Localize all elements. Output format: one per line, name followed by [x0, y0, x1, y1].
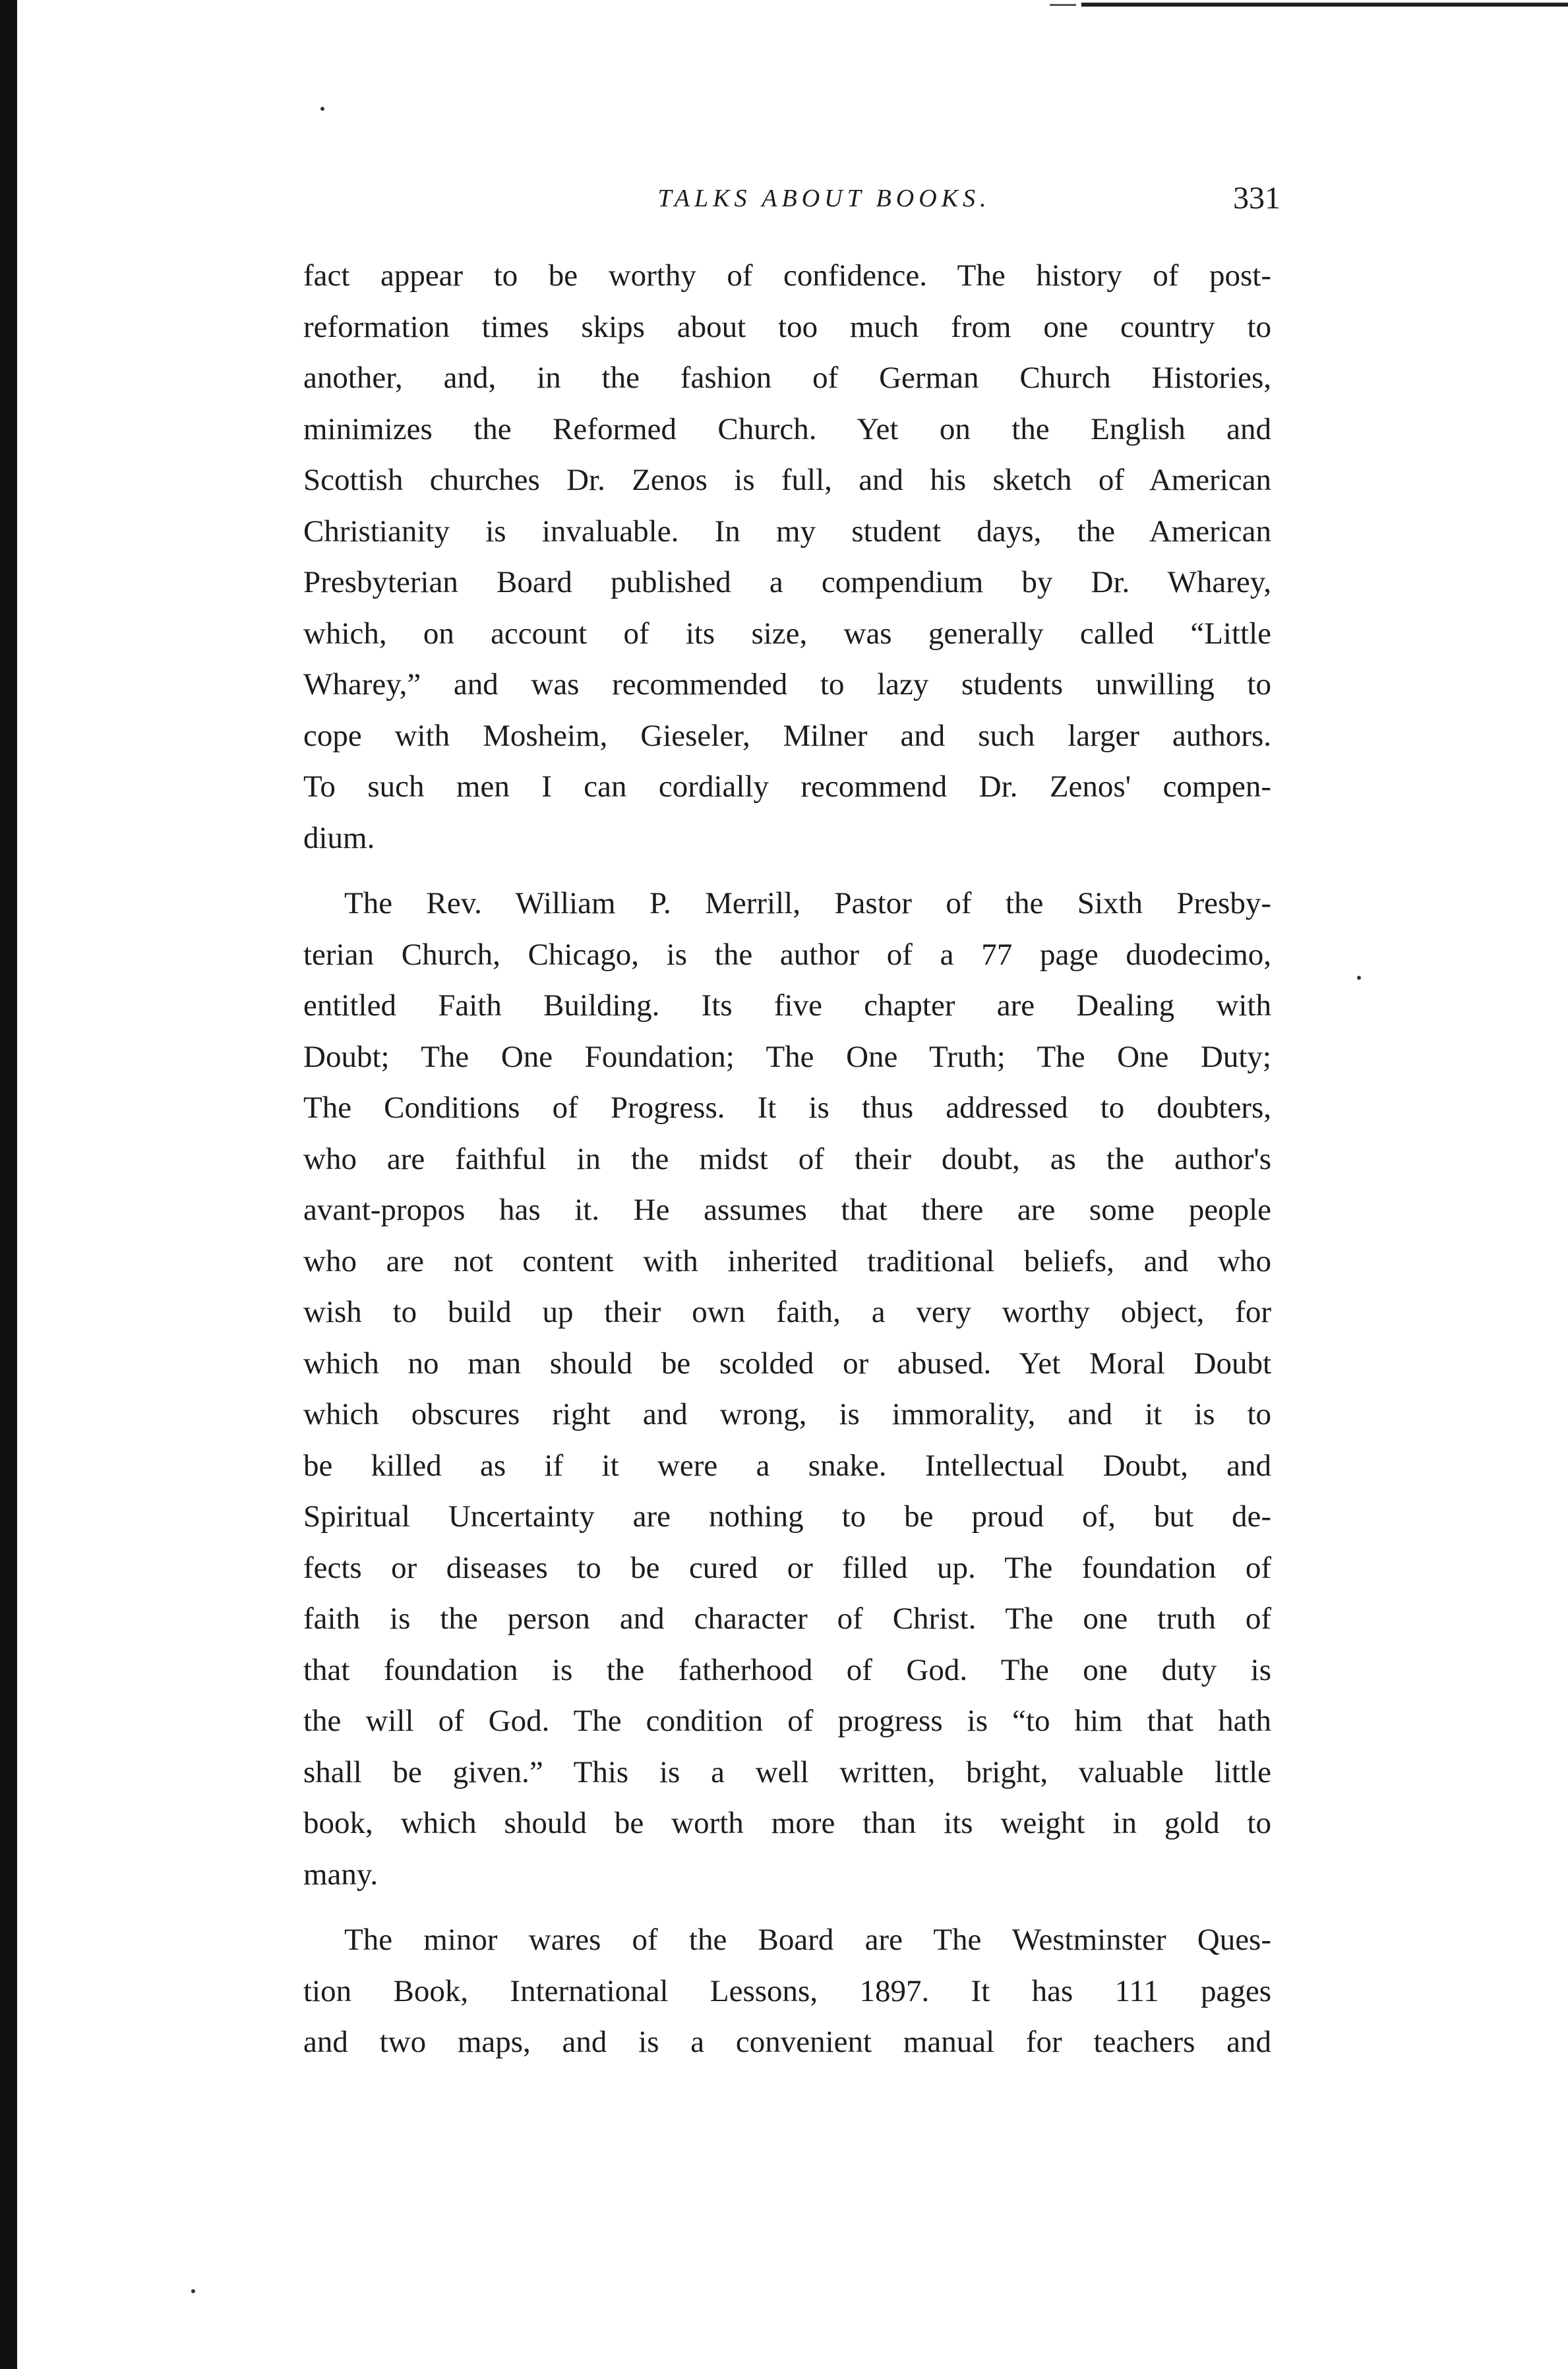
- text-line: shall be given.” This is a well written, bright, valuable little: [303, 1754, 1271, 1789]
- text-line: Wharey,” and was recommended to lazy students unwilling to: [303, 667, 1271, 702]
- text-line: fects or diseases to be cured or filled up. The foundation of: [303, 1550, 1271, 1585]
- text-line: fact appear to be worthy of confidence. The history of post-: [303, 258, 1271, 293]
- page-edge-shadow: [0, 0, 17, 2369]
- text-line: that foundation is the fatherhood of God. The one duty is: [303, 1652, 1271, 1687]
- text-line: Christianity is invaluable. In my student days, the American: [303, 514, 1271, 549]
- text-line: avant-propos has it. He assumes that there are some people: [303, 1193, 1271, 1227]
- text-line: be killed as if it were a snake. Intellectual Doubt, and: [303, 1448, 1271, 1483]
- text-line: tion Book, International Lessons, 1897. It has 111 pages: [303, 1973, 1271, 2008]
- text-line: To such men I can cordially recommend Dr. Zenos' compen-: [303, 769, 1271, 804]
- text-line: dium.: [303, 820, 375, 855]
- text-line: terian Church, Chicago, is the author of a 77 page duodecimo,: [303, 937, 1271, 972]
- running-head: [0, 175, 1568, 222]
- text-line: The minor wares of the Board are The Westminster Ques-: [344, 1923, 1271, 1957]
- text-line: reformation times skips about too much from one country to: [303, 309, 1271, 344]
- body-text: [303, 251, 1271, 2068]
- text-line: wish to build up their own faith, a very worthy object, for: [303, 1295, 1271, 1329]
- text-line: the will of God. The condition of progress is “to him that hath: [303, 1704, 1271, 1738]
- text-line: Presbyterian Board published a compendium by Dr. Wharey,: [303, 565, 1271, 599]
- top-edge-rule: [1081, 3, 1568, 7]
- text-line: The Rev. William P. Merrill, Pastor of the Sixth Presby-: [344, 886, 1271, 920]
- text-line: which obscures right and wrong, is immorality, and it is to: [303, 1397, 1271, 1431]
- text-line: Scottish churches Dr. Zenos is full, and his sketch of American: [303, 463, 1271, 497]
- text-line: faith is the person and character of Christ. The one truth of: [303, 1602, 1271, 1636]
- text-line: The Conditions of Progress. It is thus addressed to doubters,: [303, 1091, 1271, 1125]
- text-line: which no man should be scolded or abused. Yet Moral Doubt: [303, 1346, 1271, 1381]
- text-line: book, which should be worth more than its weight in gold to: [303, 1806, 1271, 1840]
- text-line: and two maps, and is a convenient manual for teachers and: [303, 2025, 1271, 2059]
- paragraph: [303, 251, 1271, 864]
- text-line: Doubt; The One Foundation; The One Truth; The One Duty;: [303, 1039, 1271, 1074]
- text-line: many.: [303, 1857, 378, 1892]
- text-line: minimizes the Reformed Church. Yet on the English and: [303, 411, 1271, 446]
- paragraph: [303, 878, 1271, 1900]
- ink-speck: [191, 2289, 195, 2293]
- running-title: TALKS ABOUT BOOKS.: [657, 185, 991, 212]
- text-line: another, and, in the fashion of German Church Histories,: [303, 361, 1271, 395]
- paragraph-gap: [303, 1900, 1271, 1915]
- text-line: Spiritual Uncertainty are nothing to be proud of, but de-: [303, 1499, 1271, 1534]
- ink-speck: [320, 107, 324, 111]
- ink-speck: [1357, 976, 1361, 980]
- paragraph: [303, 1915, 1271, 2068]
- page-number: 331: [1233, 181, 1281, 216]
- text-line: which, on account of its size, was generally called “Little: [303, 616, 1271, 651]
- top-edge-dash: [1050, 4, 1076, 6]
- paragraph-gap: [303, 864, 1271, 878]
- text-line: entitled Faith Building. Its five chapter are Dealing with: [303, 988, 1271, 1023]
- text-line: cope with Mosheim, Gieseler, Milner and such larger authors.: [303, 718, 1271, 753]
- text-line: who are faithful in the midst of their doubt, as the author's: [303, 1141, 1271, 1176]
- text-line: who are not content with inherited traditional beliefs, and who: [303, 1244, 1271, 1278]
